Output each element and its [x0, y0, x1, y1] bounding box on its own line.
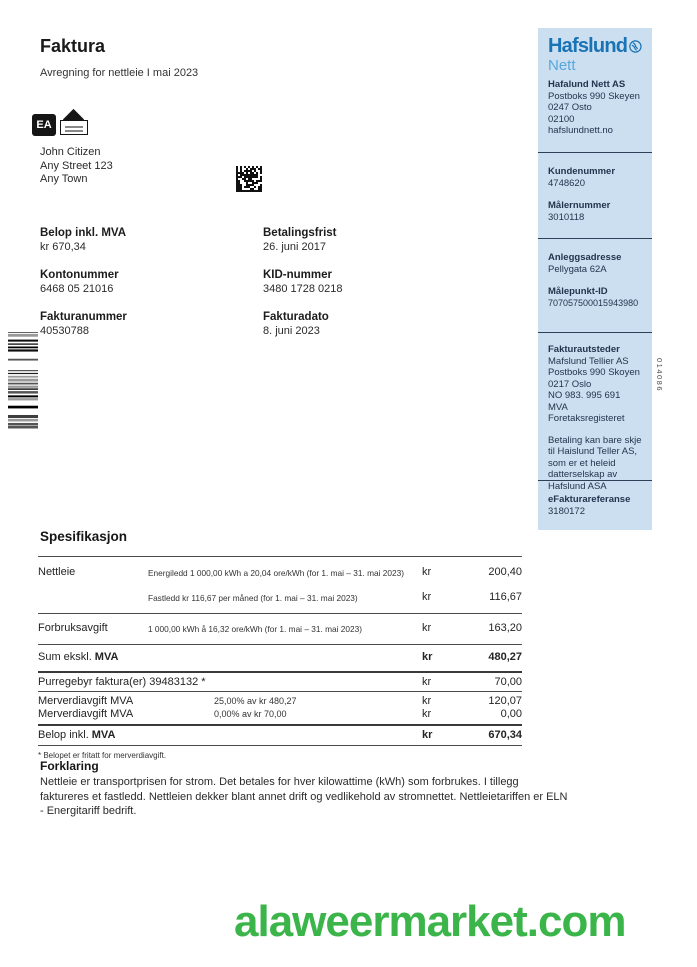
amount-due-value: kr 670,34: [40, 241, 86, 253]
explanation-section: [40, 759, 568, 819]
fee-amount: 70,00: [494, 676, 522, 688]
due-date-label: Betalingsfrist: [263, 227, 337, 239]
page-title: Faktura: [40, 36, 106, 56]
vat-label: Merverdiavgift MVA: [38, 708, 134, 720]
row-currency: kr: [422, 591, 432, 603]
hafslund-swirl-icon: [629, 37, 642, 56]
account-number-field: [40, 269, 127, 295]
row-currency: kr: [422, 676, 432, 688]
amount-due-label: Belop inkl. MVA: [40, 227, 127, 239]
meter-number-field: [548, 200, 642, 223]
meterpoint-id-field: [548, 286, 642, 309]
sidebar-billing-issuer-section: [538, 332, 652, 492]
vat-row: [38, 707, 522, 724]
issuer-website: hafslundnett.no: [548, 125, 613, 136]
customer-number-label: Kundenummer: [548, 166, 616, 177]
recipient-name: John Citizen: [40, 146, 101, 158]
summary-right-column: [263, 227, 343, 353]
vat-description: 0,00% av kr 70,00: [214, 709, 287, 719]
row-currency: kr: [422, 695, 432, 707]
issuer-name: Hafalund Nett AS: [548, 79, 626, 90]
row-label: Nettleie: [38, 566, 76, 578]
recipient-city: Any Town: [40, 173, 88, 185]
vertical-print-code: 014086: [655, 358, 664, 393]
row-description: 1 000,00 kWh å 16,32 ore/kWh (for 1. mai – 31. mai 2023): [148, 624, 362, 634]
sidebar-info-panel: [538, 28, 652, 530]
summary-left-column: [40, 227, 127, 353]
brand-subname: Nett: [548, 57, 576, 74]
invoice-date-value: 8. juni 2023: [263, 325, 320, 337]
billing-issuer-line: Foretaksregisteret: [548, 413, 625, 424]
row-description: Fastledd kr 116,67 per måned (for 1. mai – 31. mai 2023): [148, 593, 358, 603]
total-label: Belop inkl. MVA: [38, 729, 116, 741]
customer-number-value: 4748620: [548, 177, 585, 189]
account-number-value: 6468 05 21016: [40, 283, 114, 295]
fee-label: Purregebyr faktura(er) 39483132 *: [38, 676, 206, 688]
datamatrix-code-icon: [236, 166, 262, 192]
issuer-address-line: 02100: [548, 113, 575, 125]
row-amount: 163,20: [488, 622, 522, 634]
vat-description: 25,00% av kr 480,27: [214, 696, 297, 706]
subtotal-label: Sum ekskl. MVA: [38, 651, 119, 663]
hafslund-logo: [548, 35, 642, 58]
invoice-date-label: Fakturadato: [263, 311, 329, 323]
row-amount: 116,67: [489, 591, 522, 603]
site-address-value: Pellygata 62A: [548, 263, 607, 275]
subtotal-row: [38, 644, 522, 671]
meterpoint-id-label: Målepunkt-ID: [548, 286, 608, 297]
row-currency: kr: [422, 622, 432, 634]
total-row: [38, 724, 522, 746]
sidebar-customer-section: [538, 152, 652, 238]
due-date-value: 26. juni 2017: [263, 241, 326, 253]
specification-table: [38, 556, 522, 760]
site-address-label: Anleggsadresse: [548, 252, 622, 263]
table-row: [38, 613, 522, 644]
efaktura-value: 3180172: [548, 505, 585, 517]
issuer-address-line: Postboks 990 Skeyen: [548, 90, 640, 102]
explanation-heading: Forklaring: [40, 759, 99, 773]
meter-number-value: 3010118: [548, 211, 585, 223]
due-date-field: [263, 227, 343, 253]
meter-number-label: Målernummer: [548, 200, 611, 211]
ea-logo-box: EA: [32, 114, 56, 136]
billing-issuer-label: Fakturautsteder: [548, 344, 620, 355]
invoice-number-field: [40, 311, 127, 337]
meterpoint-id-value: 707057500015943980: [548, 297, 639, 308]
sidebar-efaktura-section: [538, 480, 652, 530]
ea-post-logo: [32, 114, 90, 136]
sidebar-site-section: [538, 238, 652, 332]
row-currency: kr: [422, 651, 433, 663]
vat-row: [38, 691, 522, 707]
invoice-date-field: [263, 311, 343, 337]
subtotal-amount: 480,27: [488, 651, 522, 663]
account-number-label: Kontonummer: [40, 269, 119, 281]
kid-number-field: [263, 269, 343, 295]
row-currency: kr: [422, 708, 432, 720]
row-label: Forbruksavgift: [38, 622, 108, 634]
kid-number-label: KID-nummer: [263, 269, 333, 281]
efaktura-label: eFakturareferanse: [548, 494, 631, 505]
recipient-address: [40, 146, 113, 187]
table-footnote: * Belopet er fritatt for merverdiavgift.: [38, 751, 167, 760]
payment-note: Betaling kan bare skje til Haislund Teller AS, som er et heleid datterselskap av Hafslund ASA: [548, 434, 642, 492]
sidebar-issuer-section: [538, 28, 652, 152]
site-address-field: [548, 252, 642, 275]
table-row: [38, 580, 522, 613]
row-currency: kr: [422, 566, 432, 578]
vat-label: Merverdiavgift MVA: [38, 695, 134, 707]
vat-amount: 0,00: [500, 708, 522, 720]
explanation-text: Nettleie er transportprisen for strom. Det betales for hver kilowattime (kWh) som forbrukes. I tillegg faktureres et fastledd. Nettleien dekker blant annet drift og vedlikehold av stromnettet. Nettleietariffen er ELN - Energitariff bedrift.: [40, 776, 568, 817]
issuer-address-line: 0247 Osto: [548, 102, 592, 113]
row-currency: kr: [422, 729, 433, 741]
envelope-icon: [58, 114, 90, 136]
kid-number-value: 3480 1728 0218: [263, 283, 343, 295]
billing-issuer-line: Postboks 990 Skoyen: [548, 367, 640, 378]
customer-number-field: [548, 166, 642, 189]
billing-issuer-line: NO 983. 995 691 MVA: [548, 390, 621, 413]
specification-heading: Spesifikasjon: [40, 529, 128, 544]
invoice-number-label: Fakturanummer: [40, 311, 127, 323]
row-description: Energiledd 1 000,00 kWh a 20,04 ore/kWh (for 1. mai – 31. mai 2023): [148, 568, 404, 578]
invoice-number-value: 40530788: [40, 325, 89, 337]
brand-name: Hafslund: [548, 35, 628, 57]
amount-due-field: [40, 227, 127, 253]
billing-issuer-line: 0217 Oslo: [548, 378, 592, 390]
table-row: [38, 556, 522, 580]
fee-row: [38, 671, 522, 691]
total-amount: 670,34: [488, 729, 522, 741]
vat-amount: 120,07: [488, 695, 522, 707]
billing-issuer-line: Mafslund Tellier AS: [548, 355, 629, 367]
barcode-icon: [8, 332, 38, 429]
watermark-text: alaweermarket.com: [234, 897, 626, 946]
row-amount: 200,40: [488, 566, 522, 578]
invoice-subtitle: Avregning for nettleie I mai 2023: [40, 67, 199, 79]
recipient-street: Any Street 123: [40, 159, 113, 172]
